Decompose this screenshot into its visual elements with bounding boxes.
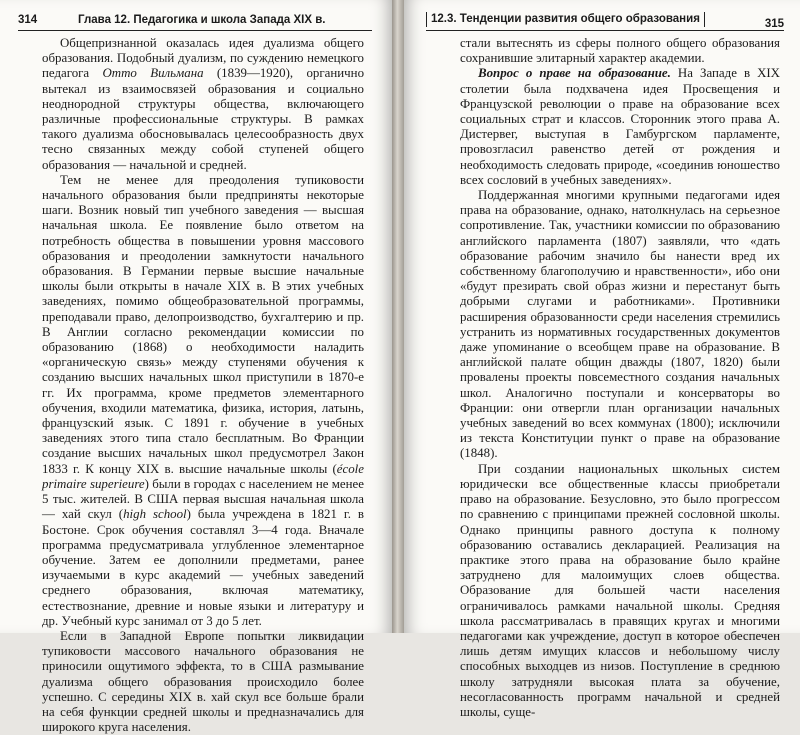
right-page (404, 0, 800, 719)
section-heading: Вопрос о праве на образование. (478, 66, 671, 81)
foreign-term: high school (123, 507, 187, 522)
paragraph: Общепризнанной оказалась идея дуализма общего образования. Подобный дуализм, по суждению немецкого педагога Отто Вильмана (1839—1920), органично вытекал из взаимосвязей образования и социально неоднородной структуры общества, включающего различные профессиональные структуры. В рамках такого дуализма обосновывалась целесообразность двух тесно связанных между собой ступеней общего образования — начальной и средней. (42, 36, 365, 172)
right-page-number: 315 (764, 18, 784, 30)
right-running-head (426, 14, 784, 31)
person-name: Отто Вильмана (102, 66, 204, 81)
left-chapter-title: Глава 12. Педагогика и школа Запада XIX в. (78, 14, 326, 26)
right-body-text (460, 36, 780, 720)
left-body-text (42, 36, 364, 735)
paragraph: стали вытеснять из сферы полного общего образования сохранившие элитарный характер академии. (460, 36, 780, 66)
left-page-number: 314 (18, 14, 38, 26)
paragraph: Вопрос о праве на образование. На Западе в XIX столетии была подхвачена идея Просвещения и Французской революции о праве на образование всех социальных страт и классов. Сторонник этого права А. Дистервег, выступая в Гамбургском парламенте, провозгласил равенство детей от рождения и необходимость следовать природе, «соединив юношество всех сословий в учебных заведениях». (460, 66, 780, 187)
left-page (0, 0, 392, 735)
book-gutter (392, 0, 404, 633)
paragraph: Поддержанная многими крупными педагогами идея права на образование, однако, натолкнулась на серьезное сопротивление. Так, участники комиссии по образованию английского парламента (1807) заявляли, что «дать образование рабочим значило бы нанести вред их собственному благополучию и нравственности», ибо они «будут презирать свой образ жизни и перестанут быть добрыми слугами и работниками». Противники расширения образованности среди населения стремились устранить из нормативных государственных документов даже упоминание о всеобщем праве на образование. В английской палате общин дважды (1807, 1820) были провалены проекты повсеместного создания начальных школ. Аналогично поступали и консерваторы во Франции: они отвергли план организации начальных учебных заведений во всех коммунах (1800); исключили из текста Конституции пункт о праве на образование (1848). (460, 188, 780, 461)
paragraph: Тем не менее для преодоления тупиковости начального образования были предприняты некоторые шаги. Возник новый тип учебного заведения — высшая начальная школа. Ее появление было ответом на потребность общества в повышении уровня массового образования и преодолении замкнутости начального образования. В Германии первые высшие начальные школы были открыты в начале XIX в. В этих учебных заведениях, помимо общеобразовательной программы, преподавали право, делопроизводство, бухгалтерию и пр. В Англии согласно рекомендации комиссии по образованию (1868) о необходимости наладить «органическую связь» между ступенями обучения к созданию высших начальных школ приступили в 1870-е гг. Их программа, кроме предметов элементарного обучения, входили математика, физика, история, латынь, французский язык. С 1891 г. обучение в учебных заведениях этого типа стало бесплатным. Во Франции создание высших начальных школ предусмотрел Закон 1833 г. К концу XIX в. высшие начальные школы (école primaire superieure) были в городах с населением не менее 5 тыс. жителей. В США первая высшая начальная школа — хай скул (high school) была учреждена в 1821 г. в Бостоне. Срок обучения составлял 3—4 года. Вначале программа предусматривала углубленное элементарное обучение. Затем ее дополнили предметами, ранее изучаемыми в курс академий — учебных заведений среднего образования, включая математику, естествознание, древние и новые языки и литературу и др. Учебный курс занимал от 3 до 5 лет. (42, 172, 365, 628)
paragraph: При создании национальных школьных систем юридически все общественные классы приобретали право на образование. Безусловно, это было прогрессом по сравнению с принципами прежней сословной школы. Однако принципы равного доступа к полному образованию оставались декларацией. Реализация на практике этого права на образование было крайне затруднено для малоимущих слоев общества. Образование для большей части населения ограничивалось рамками начальной школы. Средняя школа рассматривалась в правящих кругах и многими педагогами как учреждение, доступ в которое обеспечен лишь детям имущих классов и небольшому числу способных выходцев из низов. Поступление в среднюю школу затрудняли высокая плата за обучение, несогласованность программ начальной и средней школы, суще- (460, 461, 780, 719)
left-running-head (18, 14, 372, 31)
paragraph: Если в Западной Европе попытки ликвидации тупиковости массового начального образования не приносили ощутимого эффекта, то в США размывание дуализма общего образования происходило более успешно. С середины XIX в. хай скул все больше брали на себя функции средней школы и предназначались для широкого круга населения. (42, 628, 364, 735)
right-section-title: 12.3. Тенденции развития общего образования (426, 12, 705, 27)
foreign-term: école primaire superieure (42, 461, 364, 491)
